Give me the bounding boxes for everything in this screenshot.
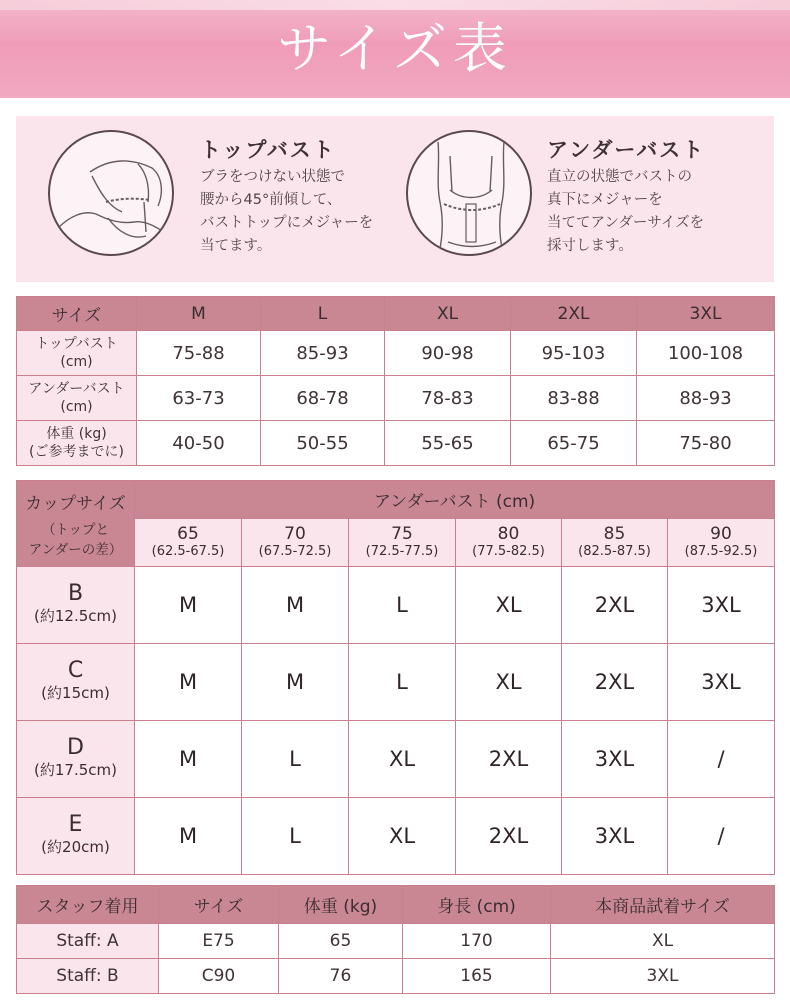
staff-header-cell: サイズ — [159, 886, 279, 924]
cup-difference: (約12.5cm) — [34, 607, 117, 625]
table-cell: 3XL — [668, 644, 775, 721]
table-cell: XL — [551, 924, 775, 959]
table-cell: L — [349, 644, 456, 721]
row-label — [17, 331, 137, 376]
cup-letter: C — [67, 658, 84, 683]
cup-difference: (約15cm) — [41, 684, 110, 702]
table-cell: 78-83 — [385, 376, 511, 421]
cup-size-subtitle-line: （トップと — [41, 522, 110, 538]
size-table — [16, 296, 775, 466]
column-value: 65 — [177, 523, 199, 544]
top-bust-line: ブラをつけない状態で — [200, 169, 345, 185]
staff-table — [16, 885, 775, 994]
column-value: 85 — [603, 523, 626, 544]
under-bust-column — [349, 519, 456, 567]
table-cell: 2XL — [562, 644, 668, 721]
table-cell: M — [242, 567, 349, 644]
staff-header-cell: 本商品試着サイズ — [551, 886, 775, 924]
under-bust-column — [562, 519, 668, 567]
staff-table-header — [17, 886, 775, 924]
column-value: 70 — [284, 523, 306, 544]
column-range: (77.5-82.5) — [472, 543, 545, 559]
page-title: サイズ表 — [277, 17, 513, 80]
under-bust-illustration — [406, 130, 532, 256]
table-cell: 3XL — [668, 567, 775, 644]
table-row — [17, 924, 775, 959]
size-header-cell: 3XL — [637, 297, 775, 331]
table-cell: 68-78 — [261, 376, 385, 421]
under-bust-column — [668, 519, 775, 567]
table-cell: XL — [456, 644, 562, 721]
table-row — [17, 644, 775, 721]
row-label — [17, 376, 137, 421]
staff-header-cell: スタッフ着用 — [17, 886, 159, 924]
column-value: 75 — [391, 523, 413, 544]
table-cell: 76 — [279, 959, 403, 994]
table-row — [17, 567, 775, 644]
table-cell: 88-93 — [637, 376, 775, 421]
top-bust-figure-icon — [50, 132, 174, 256]
under-bust-title: アンダーバスト — [547, 138, 706, 162]
table-cell: 100-108 — [637, 331, 775, 376]
under-bust-line: 当ててアンダーサイズを — [547, 215, 705, 231]
staff-header-cell: 身長 (cm) — [403, 886, 551, 924]
table-cell: 2XL — [562, 567, 668, 644]
size-header-cell: L — [261, 297, 385, 331]
under-bust-column — [135, 519, 242, 567]
cup-size-subtitle — [17, 520, 134, 560]
staff-name: Staff: A — [17, 924, 159, 959]
table-cell: 55-65 — [385, 421, 511, 466]
row-label-unit: (ご参考までに) — [29, 444, 124, 460]
banner-highlight — [0, 0, 790, 10]
table-row — [17, 421, 775, 466]
measurement-guide — [16, 116, 774, 282]
table-cell: 65 — [279, 924, 403, 959]
table-cell: 50-55 — [261, 421, 385, 466]
table-cell: M — [135, 644, 242, 721]
under-bust-span-header: アンダーバスト (cm) — [135, 481, 775, 519]
under-bust-line: 真下にメジャーを — [547, 192, 663, 208]
top-bust-description — [200, 166, 373, 258]
size-header-cell: M — [137, 297, 261, 331]
cup-letter: D — [67, 735, 84, 760]
table-cell: 3XL — [551, 959, 775, 994]
size-header-cell: 2XL — [511, 297, 637, 331]
cup-size-title: カップサイズ — [25, 494, 126, 514]
size-header-cell: サイズ — [17, 297, 137, 331]
table-cell: L — [349, 567, 456, 644]
top-bust-line: 腰から45°前傾して、 — [200, 192, 342, 208]
table-cell: 165 — [403, 959, 551, 994]
table-cell: M — [242, 644, 349, 721]
table-cell: L — [242, 721, 349, 798]
table-cell: 90-98 — [385, 331, 511, 376]
table-cell: 65-75 — [511, 421, 637, 466]
row-label-unit: (cm) — [60, 354, 93, 370]
table-cell: XL — [349, 798, 456, 875]
column-range: (72.5-77.5) — [365, 543, 439, 559]
cup-size-corner — [17, 481, 135, 567]
column-range: (62.5-67.5) — [151, 543, 225, 559]
cup-row-label — [17, 798, 135, 875]
table-cell: 95-103 — [511, 331, 637, 376]
top-bust-line: バストトップにメジャーを — [200, 215, 374, 231]
title-banner — [0, 0, 790, 98]
table-row — [17, 331, 775, 376]
table-cell: / — [668, 721, 775, 798]
row-label — [17, 421, 137, 466]
staff-header-cell: 体重 (kg) — [279, 886, 403, 924]
table-cell: 170 — [403, 924, 551, 959]
top-bust-line: 当てます。 — [200, 238, 272, 254]
column-value: 80 — [497, 523, 520, 544]
size-table-header — [17, 297, 775, 331]
cup-size-subtitle-line: アンダーの差） — [28, 542, 123, 558]
column-range: (87.5-92.5) — [684, 543, 758, 559]
cup-size-table — [16, 480, 775, 875]
table-cell: 40-50 — [137, 421, 261, 466]
cup-table-header — [17, 481, 775, 519]
row-label-text: トップバスト — [35, 336, 118, 352]
table-cell: XL — [349, 721, 456, 798]
cup-row-label — [17, 644, 135, 721]
cup-letter: B — [67, 581, 84, 606]
size-header-cell: XL — [385, 297, 511, 331]
table-cell: C90 — [159, 959, 279, 994]
under-bust-line: 直立の状態でバストの — [547, 169, 692, 185]
table-cell: XL — [456, 567, 562, 644]
table-row — [17, 376, 775, 421]
table-cell: L — [242, 798, 349, 875]
table-cell: M — [135, 721, 242, 798]
cup-letter: E — [68, 812, 83, 837]
table-cell: 75-80 — [637, 421, 775, 466]
table-cell: 3XL — [562, 798, 668, 875]
table-row — [17, 798, 775, 875]
table-row — [17, 959, 775, 994]
column-value: 90 — [710, 523, 732, 544]
table-cell: 2XL — [456, 798, 562, 875]
column-range: (67.5-72.5) — [258, 543, 332, 559]
table-row — [17, 721, 775, 798]
table-cell: 83-88 — [511, 376, 637, 421]
row-label-text: アンダーバスト — [28, 381, 125, 397]
column-range: (82.5-87.5) — [578, 543, 651, 559]
table-cell: 3XL — [562, 721, 668, 798]
top-bust-illustration — [48, 130, 174, 256]
row-label-unit: (cm) — [60, 399, 93, 415]
under-bust-line: 採寸します。 — [547, 238, 633, 254]
table-cell: E75 — [159, 924, 279, 959]
row-label-text: 体重 (kg) — [46, 426, 107, 442]
cup-difference: (約17.5cm) — [34, 761, 117, 779]
table-cell: M — [135, 567, 242, 644]
under-bust-figure-icon — [408, 132, 532, 256]
table-cell: 63-73 — [137, 376, 261, 421]
under-bust-column — [242, 519, 349, 567]
table-cell: 75-88 — [137, 331, 261, 376]
table-cell: 85-93 — [261, 331, 385, 376]
cup-row-label — [17, 567, 135, 644]
table-cell: 2XL — [456, 721, 562, 798]
under-bust-column — [456, 519, 562, 567]
top-bust-title: トップバスト — [200, 138, 336, 162]
under-bust-description — [547, 166, 704, 258]
cup-difference: (約20cm) — [41, 838, 110, 856]
staff-name: Staff: B — [17, 959, 159, 994]
table-cell: M — [135, 798, 242, 875]
table-cell: / — [668, 798, 775, 875]
cup-row-label — [17, 721, 135, 798]
